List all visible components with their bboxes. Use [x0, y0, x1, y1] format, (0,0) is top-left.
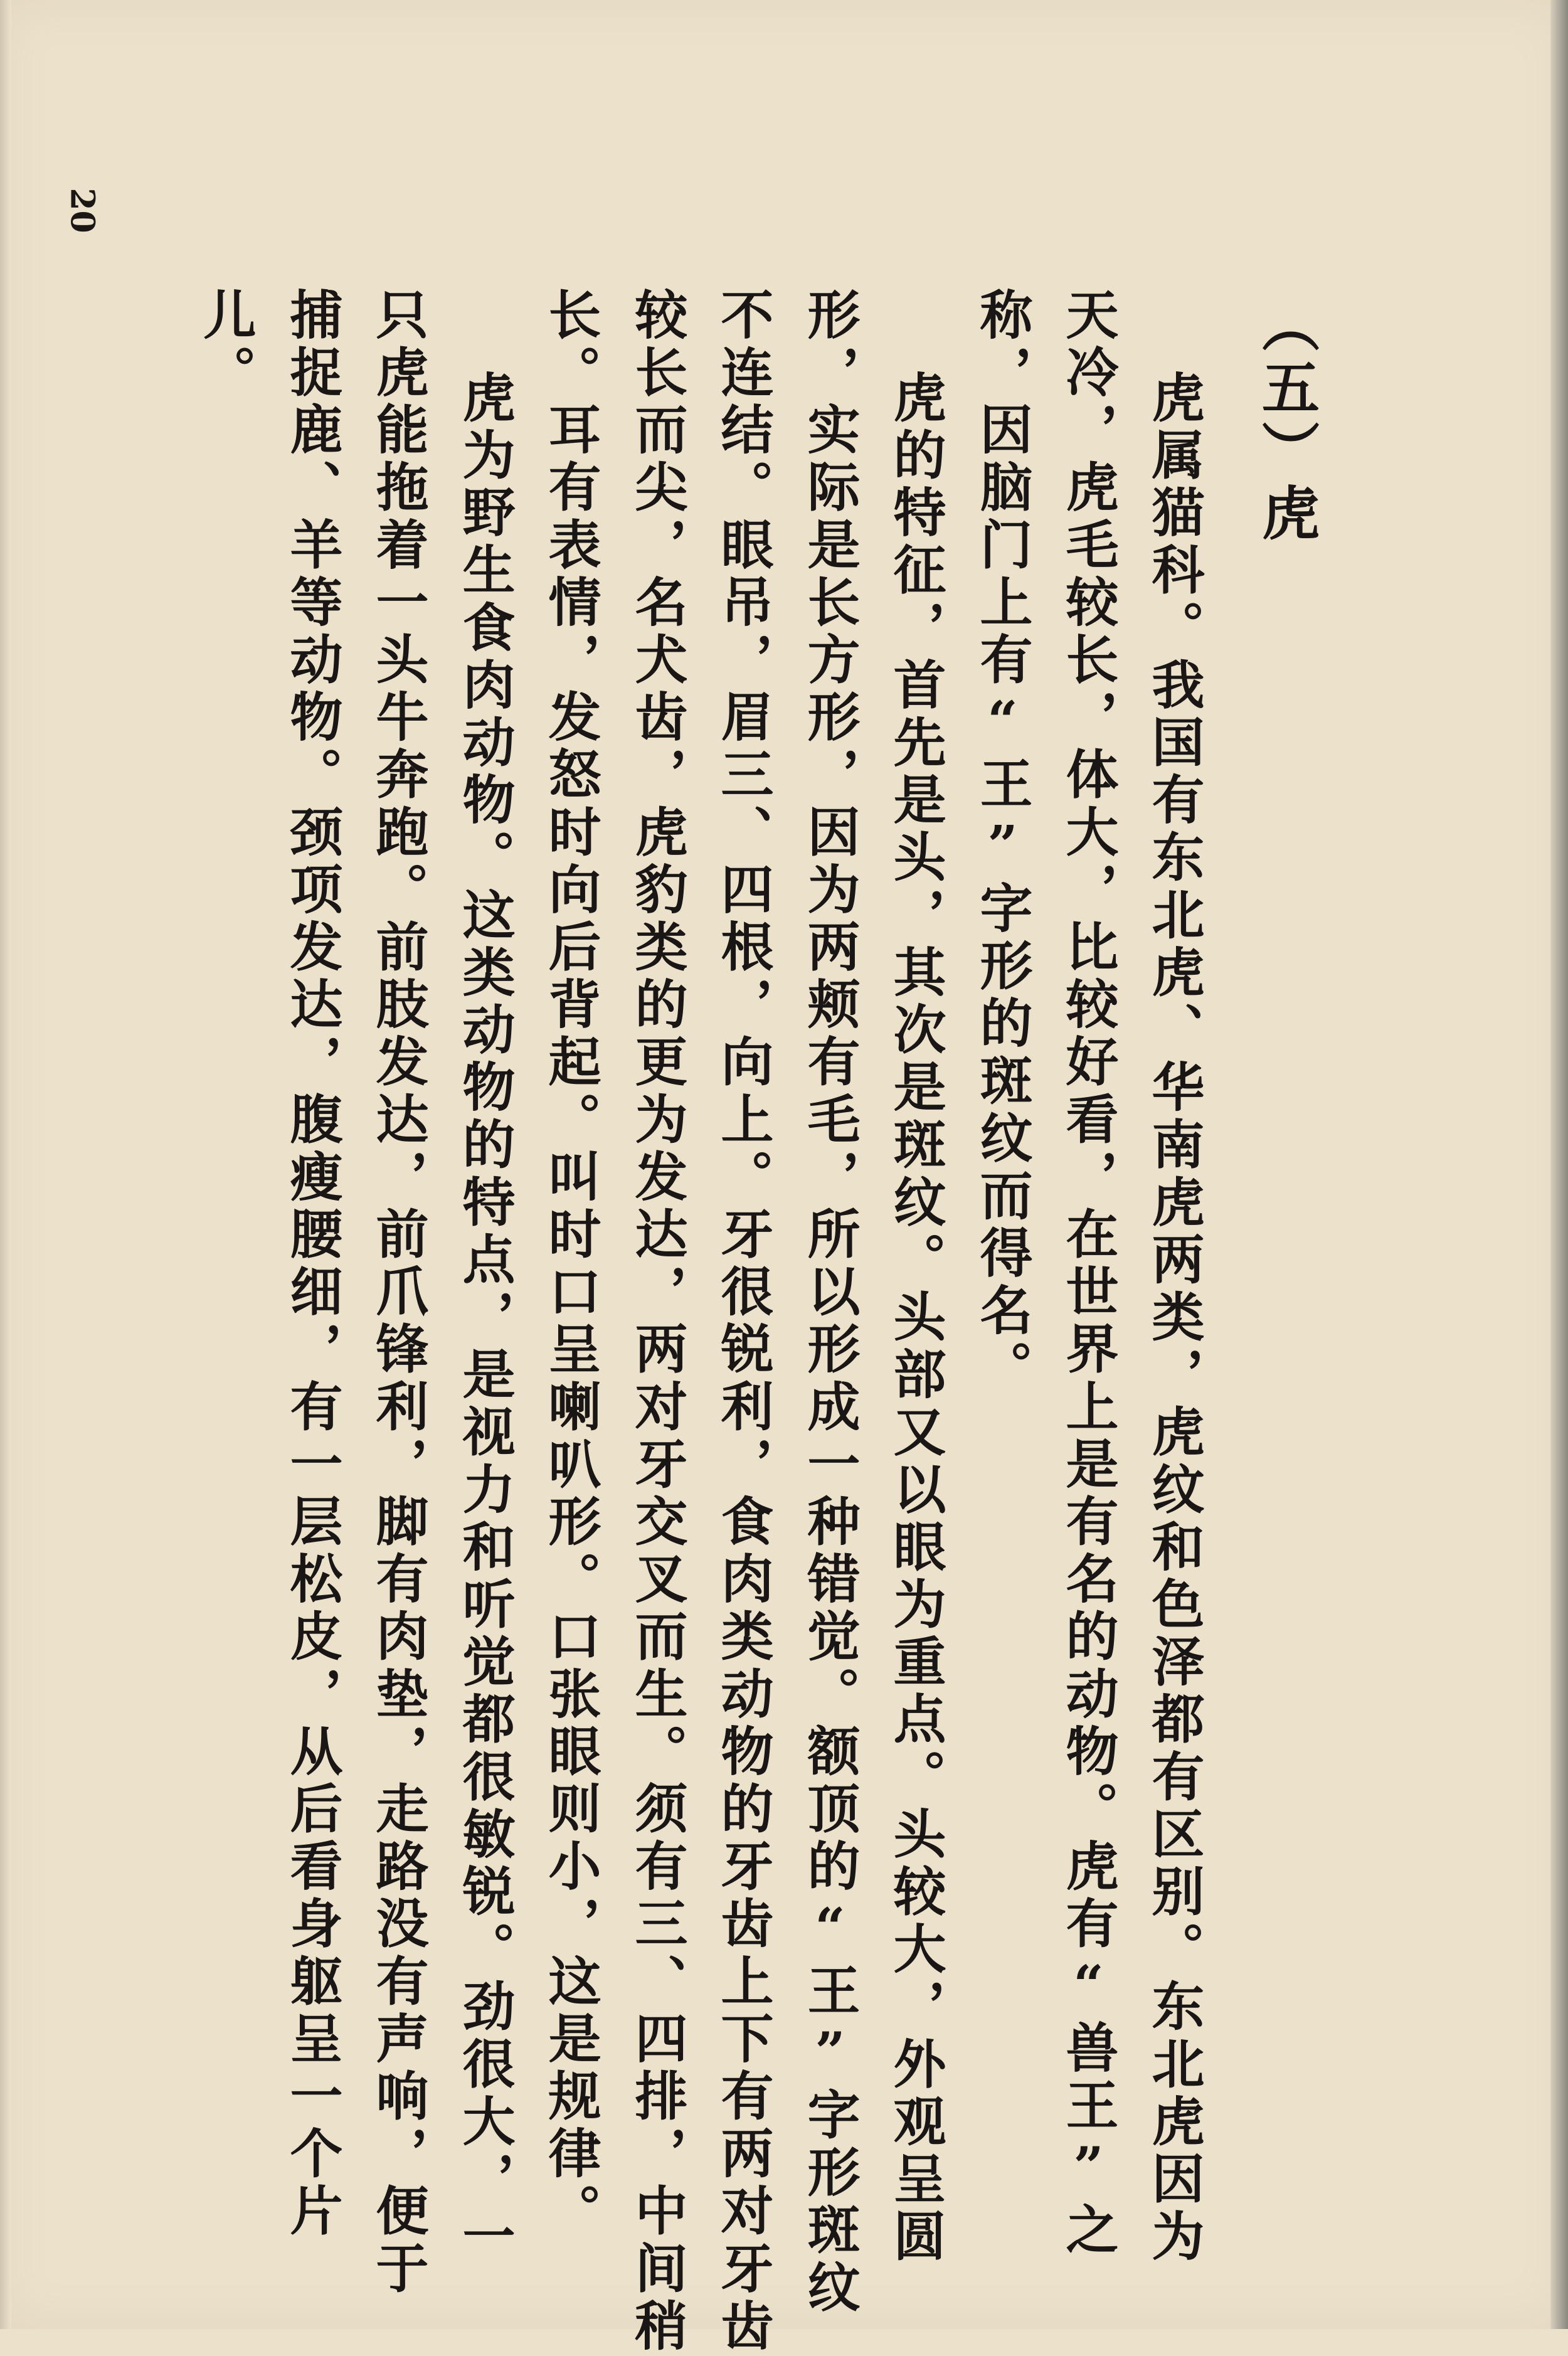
text-line: 长。耳有表情，发怒时向后背起。叫时口呈喇叭形。口张眼则小，这是规律。: [540, 287, 602, 2241]
text-line: 虎的特征，首先是头，其次是斑纹。头部又以眼为重点。头较大，外观呈圆: [885, 370, 947, 2266]
page-left-edge: [0, 0, 11, 2329]
text-line: 虎为野生食肉动物。这类动物的特点，是视力和听觉都很敏锐。劲很大，一: [454, 370, 516, 2266]
page-number: 20: [63, 188, 102, 233]
page-right-edge: [1550, 0, 1568, 2329]
text-line: 儿。: [195, 287, 257, 403]
text-line: 天冷，虎毛较长，体大，比较好看，在世界上是有名的动物。虎有“兽王”之: [1057, 287, 1120, 2260]
text-line: 虎属猫科。我国有东北虎、华南虎两类，虎纹和色泽都有区别。东北虎因为: [1143, 370, 1205, 2266]
text-line: 不连结。眼吊，眉三、四根，向上。牙很锐利，食肉类动物的牙齿上下有两对牙齿: [712, 287, 775, 2356]
text-line: 捕捉鹿、羊等动物。颈项发达，腹瘦腰细，有一层松皮，从后看身躯呈一个片: [282, 287, 344, 2241]
text-line: 较长而尖，名犬齿，虎豹类的更为发达，两对牙交叉而生。须有三、四排，中间稍: [627, 287, 689, 2356]
text-line: 只虎能拖着一头牛奔跑。前肢发达，前爪锋利，脚有肉垫，走路没有声响，便于: [368, 287, 430, 2298]
text-line: 形，实际是长方形，因为两颊有毛，所以形成一种错觉。额顶的“王”字形斑纹: [799, 287, 861, 2317]
section-heading: （五）虎: [1253, 295, 1320, 546]
text-line: 称，因脑门上有“王”字形的斑纹而得名。: [972, 287, 1034, 1398]
